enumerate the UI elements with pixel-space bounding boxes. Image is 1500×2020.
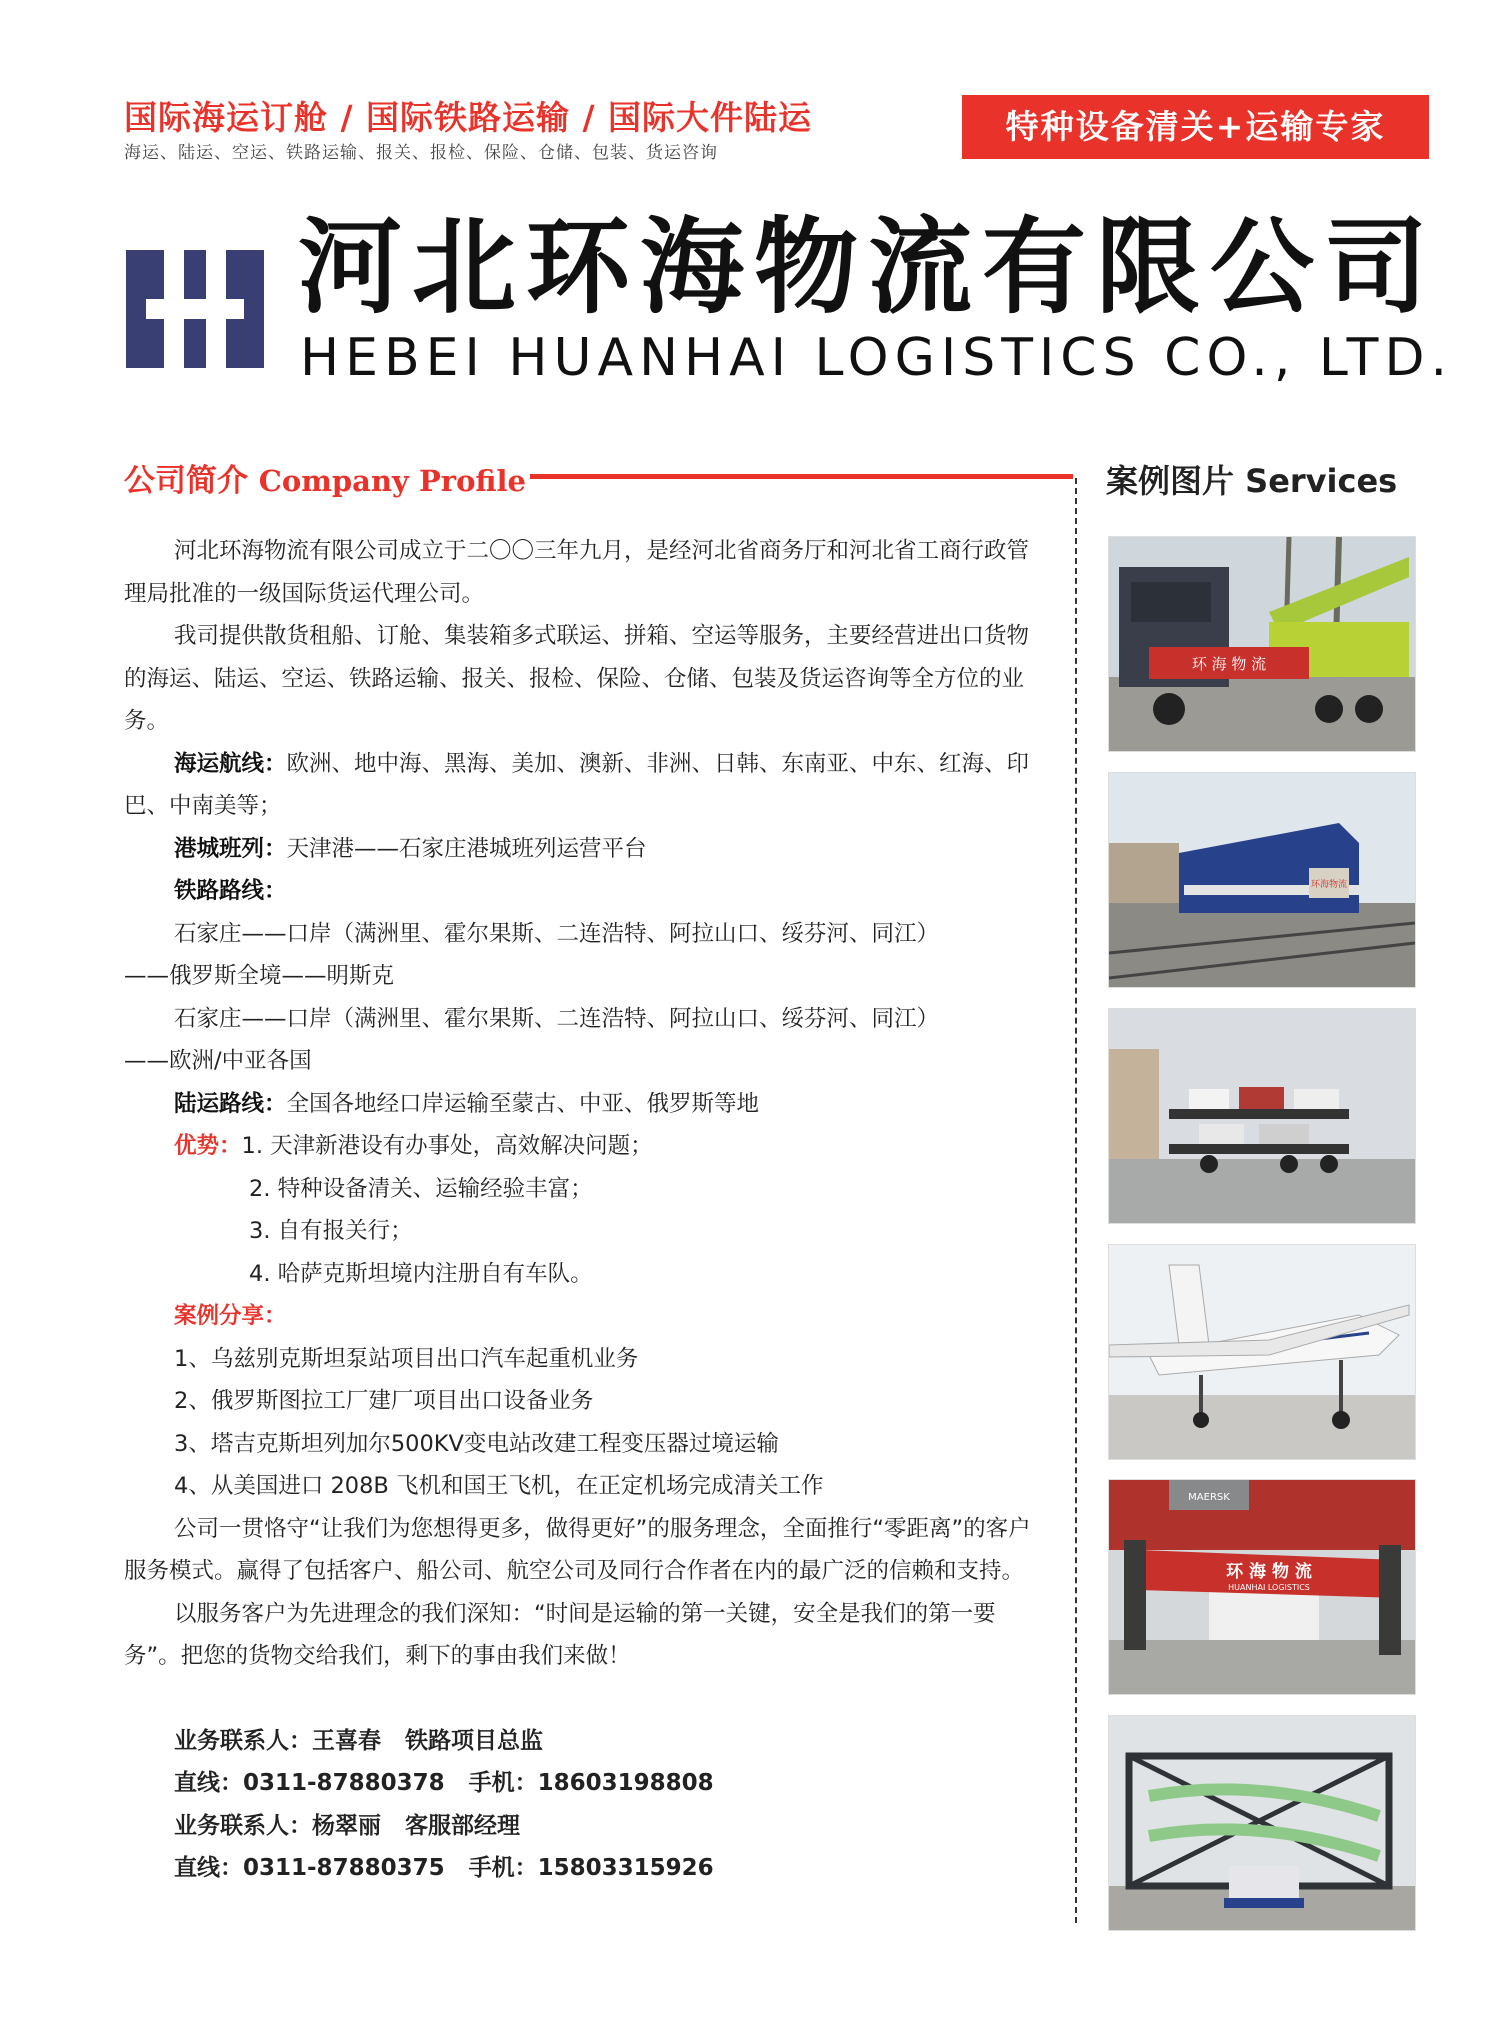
- photo-aircraft: [1108, 1244, 1416, 1460]
- profile-divider: [530, 474, 1073, 479]
- profile-body: [124, 530, 1036, 1890]
- rail-routes-label: 铁路路线：: [174, 878, 287, 904]
- photo5-banner-text-en: HUANHAI LOGISTICS: [1228, 1583, 1310, 1592]
- photo5-banner-text: 环 海 物 流: [1226, 1562, 1312, 1582]
- rail-route-2b: ——欧洲/中亚各国: [124, 1048, 312, 1074]
- sea-routes: [124, 743, 1036, 828]
- advantages-label: 优势：: [174, 1133, 242, 1159]
- service-headline: 国际海运订舱 / 国际铁路运输 / 国际大件陆运: [124, 98, 813, 137]
- contact-1-person: 业务联系人：王喜春 铁路项目总监: [174, 1727, 544, 1754]
- profile-title-cn: 公司简介: [124, 463, 248, 499]
- photo-team-banner: [1108, 1479, 1416, 1695]
- land-routes-label: 陆运路线：: [174, 1090, 287, 1117]
- case-item: 3、塔吉克斯坦列加尔500KV变电站改建工程变压器过境运输: [174, 1430, 779, 1457]
- column-divider: [1075, 478, 1077, 1923]
- intro-paragraph-1: 河北环海物流有限公司成立于二〇〇三年九月，是经河北省商务厅和河北省工商行政管理局批准的一级国际货运代理公司。: [124, 538, 1030, 607]
- sea-routes-text: 欧洲、地中海、黑海、美加、澳新、非洲、日韩、东南亚、中东、红海、印巴、中南美等；: [124, 750, 1030, 819]
- photo-locomotive: [1108, 772, 1416, 988]
- expert-banner: 特种设备清关+运输专家: [962, 95, 1429, 159]
- land-routes: [124, 1083, 1036, 1126]
- port-train: [124, 828, 1036, 871]
- photo2-sign-text: 环海物流: [1310, 880, 1348, 890]
- photo1-banner-text: 环 海 物 流: [1191, 655, 1267, 673]
- rail-route-2a: 石家庄——口岸（满洲里、霍尔果斯、二连浩特、阿拉山口、绥芬河、同江）: [174, 1005, 940, 1032]
- advantage-3: 3. 自有报关行；: [249, 1218, 413, 1244]
- rail-route-1b: ——俄罗斯全境——明斯克: [124, 963, 395, 989]
- profile-title: [124, 455, 526, 500]
- company-name-en: HEBEI HUANHAI LOGISTICS CO., LTD.: [300, 328, 1454, 388]
- company-name-cn: 河北环海物流有限公司: [298, 206, 1439, 328]
- advantage-1: [124, 1125, 1036, 1168]
- port-train-text: 天津港——石家庄港城班列运营平台: [286, 835, 647, 862]
- contact-1-phones: 直线：0311-87880378 手机：18603198808: [174, 1770, 714, 1796]
- outro-paragraph-2: 以服务客户为先进理念的我们深知：“时间是运输的第一关键，安全是我们的第一要务”。把您的货物交给我们，剩下的事由我们来做！: [124, 1600, 996, 1669]
- rail-route-1a: 石家庄——口岸（满洲里、霍尔果斯、二连浩特、阿拉山口、绥芬河、同江）: [174, 920, 940, 947]
- contact-2-phones: 直线：0311-87880375 手机：15803315926: [174, 1855, 714, 1881]
- sea-routes-label: 海运航线：: [174, 750, 287, 777]
- case-item: 1、乌兹别克斯坦泵站项目出口汽车起重机业务: [174, 1345, 639, 1372]
- cases-label: 案例分享：: [174, 1303, 287, 1329]
- profile-title-en: Company Profile: [258, 464, 526, 498]
- services-title: 案例图片 Services: [1106, 462, 1398, 500]
- service-subline: 海运、陆运、空运、铁路运输、报关、报检、保险、仓储、包装、货运咨询: [124, 143, 718, 163]
- photo-car-carrier: [1108, 1008, 1416, 1224]
- advantage-4: 4. 哈萨克斯坦境内注册自有车队。: [249, 1260, 593, 1287]
- outro-paragraph-1: 公司一贯恪守“让我们为您想得更多，做得更好”的服务理念，全面推行“零距离”的客户服务模式。赢得了包括客户、船公司、航空公司及同行合作者在内的最广泛的信赖和支持。: [124, 1515, 1031, 1584]
- advantage-2: 2. 特种设备清关、运输经验丰富；: [249, 1175, 593, 1202]
- photo5-container-text: MAERSK: [1188, 1492, 1230, 1503]
- land-routes-text: 全国各地经口岸运输至蒙古、中亚、俄罗斯等地: [286, 1090, 760, 1117]
- case-item: 4、从美国进口 208B 飞机和国王飞机，在正定机场完成清关工作: [174, 1473, 824, 1499]
- intro-paragraph-2: 我司提供散货租船、订舱、集装箱多式联运、拼箱、空运等服务，主要经营进出口货物的海运、陆运、空运、铁路运输、报关、报检、保险、仓储、包装及货运咨询等全方位的业务。: [124, 623, 1030, 734]
- port-train-label: 港城班列：: [174, 835, 287, 862]
- photo-steel-module: [1108, 1715, 1416, 1931]
- photo-crane-truck: [1108, 536, 1416, 752]
- company-logo: [126, 250, 264, 368]
- contact-2-person: 业务联系人：杨翠丽 客服部经理: [174, 1812, 521, 1839]
- case-item: 2、俄罗斯图拉工厂建厂项目出口设备业务: [174, 1388, 594, 1414]
- advantage-text: 1. 天津新港设有办事处，高效解决问题；: [241, 1133, 653, 1159]
